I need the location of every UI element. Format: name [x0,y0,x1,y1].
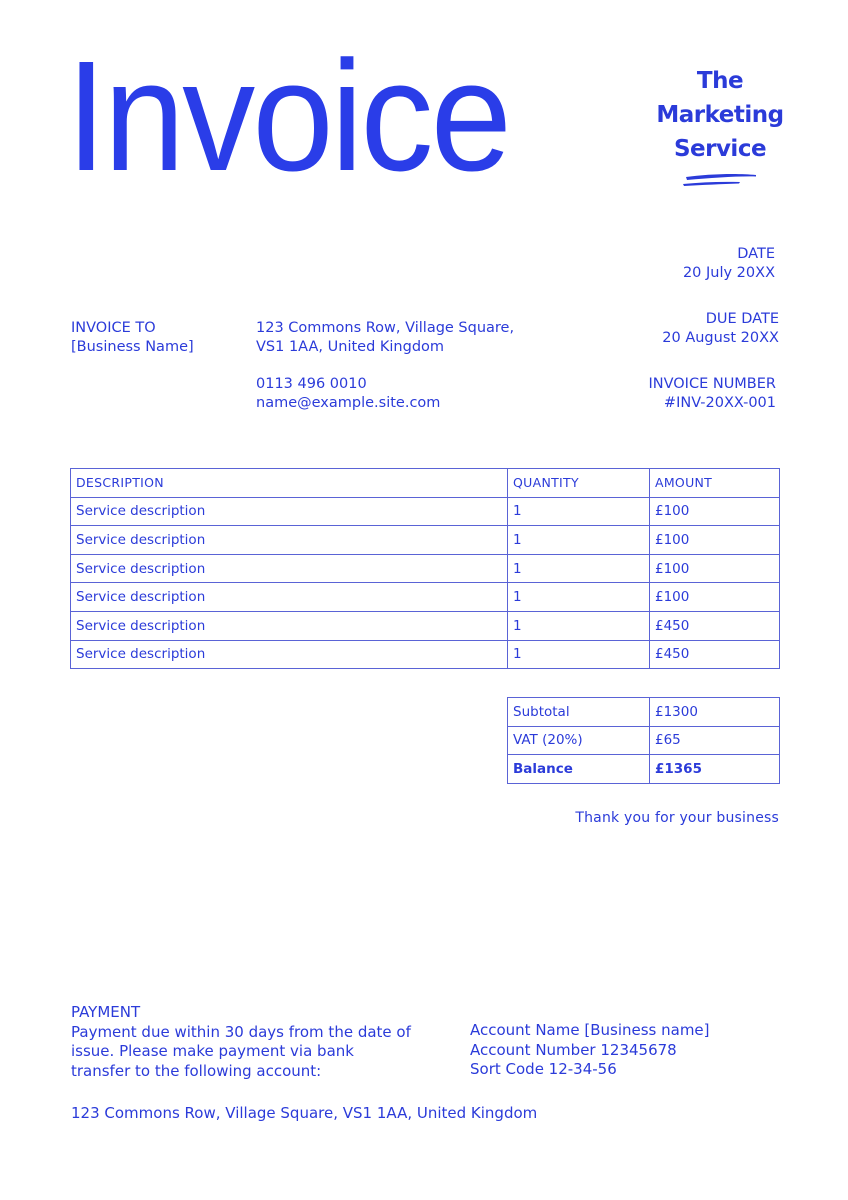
due-date-label: DUE DATE [705,311,779,327]
table-row [71,583,780,612]
balance-value: £1365 [650,755,780,784]
table-row [71,526,780,555]
quantity-cell: 1 [508,526,650,555]
payment-text-line: issue. Please make payment via bank [71,1042,354,1060]
due-date-block [600,310,779,348]
due-date-value: 20 August 20XX [662,330,779,346]
payment-text-line: transfer to the following account: [71,1061,322,1080]
date-label: DATE [737,246,775,262]
brand-line: The [696,68,744,94]
address-block [256,319,514,357]
amount-cell: £100 [650,497,780,526]
phone: 0113 496 0010 [256,376,367,392]
business-name: [Business Name] [71,339,194,355]
totals-table [507,697,780,784]
invoice-to-block [71,319,194,357]
address-line: VS1 1AA, United Kingdom [256,339,445,355]
amount-cell: £450 [650,611,780,640]
table-row [71,497,780,526]
amount-cell: £100 [650,583,780,612]
column-header: DESCRIPTION [71,469,508,498]
invoice-number-block [600,375,776,413]
table-row [71,554,780,583]
subtotal-row [508,698,780,727]
amount-cell: £100 [650,526,780,555]
description-cell: Service description [71,640,508,669]
description-cell: Service description [71,497,508,526]
invoice-to-label: INVOICE TO [71,320,156,336]
account-block [470,1021,710,1080]
table-header-row [71,469,780,498]
footer-address: 123 Commons Row, Village Square, VS1 1AA, United Kingdom [71,1104,538,1122]
payment-text-line: Payment due within 30 days from the date of [71,1022,411,1041]
account-name: Account Name [Business name] [470,1021,710,1039]
thank-you-note: Thank you for your business [575,810,779,826]
invoice-number-value: #INV-20XX-001 [663,395,776,411]
table-row [71,611,780,640]
date-value: 20 July 20XX [682,265,775,281]
address-line: 123 Commons Row, Village Square, [256,320,515,336]
vat-value: £65 [650,726,780,755]
column-header: QUANTITY [508,469,650,498]
sort-code: Sort Code 12-34-56 [470,1060,617,1078]
column-header: AMOUNT [650,469,780,498]
amount-cell: £450 [650,640,780,669]
contact-block [256,375,440,413]
invoice-number-label: INVOICE NUMBER [648,376,776,392]
subtotal-value: £1300 [650,698,780,727]
vat-label: VAT (20%) [508,726,650,755]
quantity-cell: 1 [508,611,650,640]
page-title: Invoice [66,29,510,204]
balance-row [508,755,780,784]
amount-cell: £100 [650,554,780,583]
quantity-cell: 1 [508,497,650,526]
subtotal-label: Subtotal [508,698,650,727]
table-row [71,640,780,669]
description-cell: Service description [71,583,508,612]
brand-line: Service [673,136,767,162]
quantity-cell: 1 [508,583,650,612]
payment-label: PAYMENT [71,1003,141,1021]
description-cell: Service description [71,554,508,583]
brush-stroke-icon [682,172,758,188]
vat-row [508,726,780,755]
brand-line: Marketing [656,102,784,128]
description-cell: Service description [71,611,508,640]
brand-logo [640,64,800,166]
payment-block [71,1003,451,1081]
email: name@example.site.com [256,395,441,411]
balance-label: Balance [508,755,650,784]
quantity-cell: 1 [508,554,650,583]
description-cell: Service description [71,526,508,555]
quantity-cell: 1 [508,640,650,669]
account-number: Account Number 12345678 [470,1040,677,1059]
items-table [70,468,780,669]
date-block [600,245,775,283]
